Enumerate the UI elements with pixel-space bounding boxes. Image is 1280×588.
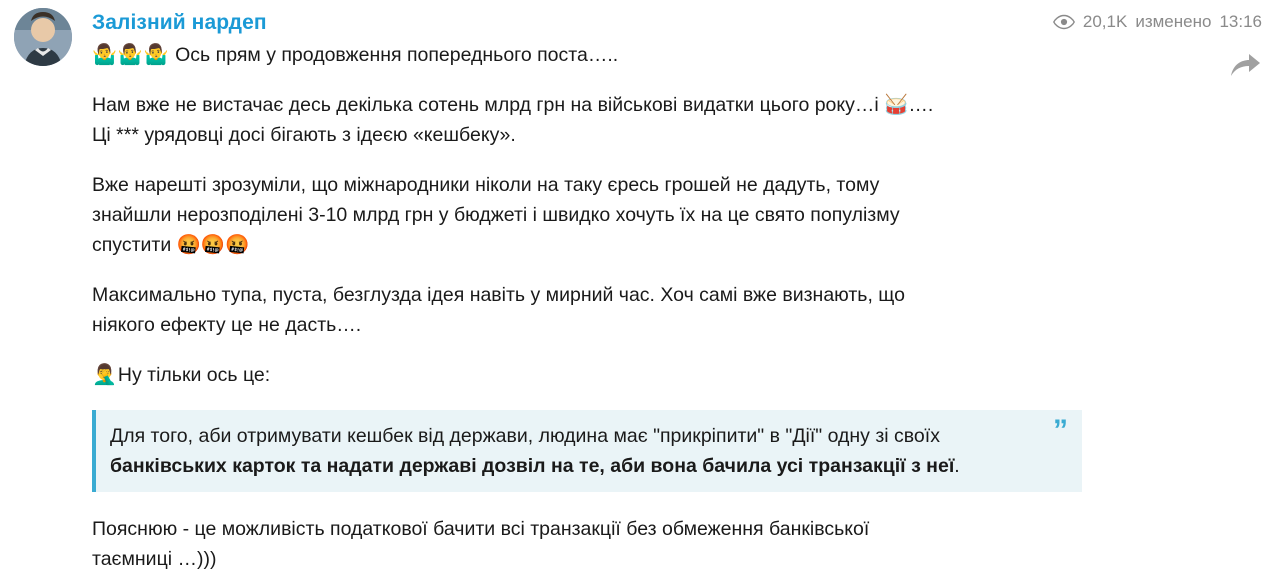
quote-text-bold: банківських карток та надати державі дозвіл на те, аби вона бачила усі транзакції з не [110, 455, 949, 477]
edited-label: изменено [1135, 12, 1212, 31]
channel-name[interactable]: Залізний нардеп [92, 11, 267, 34]
quote-text-after: . [954, 455, 960, 477]
closing-paragraph [92, 514, 1102, 574]
paragraph-3 [92, 170, 1102, 260]
eye-icon [1053, 14, 1075, 30]
avatar-image [14, 8, 72, 66]
paragraph-4 [92, 280, 1102, 340]
paragraph-3-line-3: спустити 🤬🤬🤬 [92, 234, 250, 256]
paragraph-1 [92, 40, 1102, 70]
paragraph-3-line-1: Вже нарешті зрозуміли, що міжнародники ніколи на таку єресь грошей не дадуть, тому [92, 174, 880, 196]
paragraph-3-line-2: знайшли нерозподілені 3-10 млрд грн у бюджеті і швидко хочуть їх на це свято популізму [92, 204, 900, 226]
view-count: 20,1K [1082, 12, 1128, 31]
paragraph-5-text: Ну тільки ось це: [117, 364, 271, 386]
paragraph-1-text: Ось прям у продовження попереднього поста….. [169, 44, 619, 66]
paragraph-5 [92, 360, 1102, 390]
quote-mark-icon: ” [1053, 414, 1068, 447]
quote-text-before: Для того, аби отримувати кешбек від держави, людина має "прикріпити" в "Дії" одну зі своїх [110, 425, 940, 447]
post-time: 13:16 [1219, 12, 1262, 31]
paragraph-2-line-1: Нам вже не вистачає десь декілька сотень млрд грн на військові видатки цього року…і 🥁…. [92, 94, 934, 116]
closing-line-2: таємниці …))) [92, 548, 217, 570]
paragraph-2-line-2: Ці *** урядовці досі бігають з ідеєю «кешбеку». [92, 124, 516, 146]
post-meta [1053, 12, 1262, 32]
paragraph-4-line-1: Максимально тупа, пуста, безглузда ідея навіть у мирний час. Хоч самі вже визнають, що [92, 284, 905, 306]
paragraph-2 [92, 90, 1102, 150]
avatar[interactable] [14, 8, 72, 66]
closing-line-1: Пояснюю - це можливість податкової бачити всі транзакції без обмеження банківської [92, 518, 870, 540]
paragraph-4-line-2: ніякого ефекту це не дасть…. [92, 314, 362, 336]
post-body [92, 40, 1102, 588]
share-arrow-icon[interactable] [1228, 52, 1262, 80]
quote-text-bold-tail: ї [948, 455, 955, 477]
blockquote [92, 410, 1082, 492]
shrug-emoji: 🤷‍♂️🤷‍♂️🤷‍♂️ [92, 44, 170, 66]
facepalm-emoji: 🤦‍♂️ [92, 364, 118, 386]
